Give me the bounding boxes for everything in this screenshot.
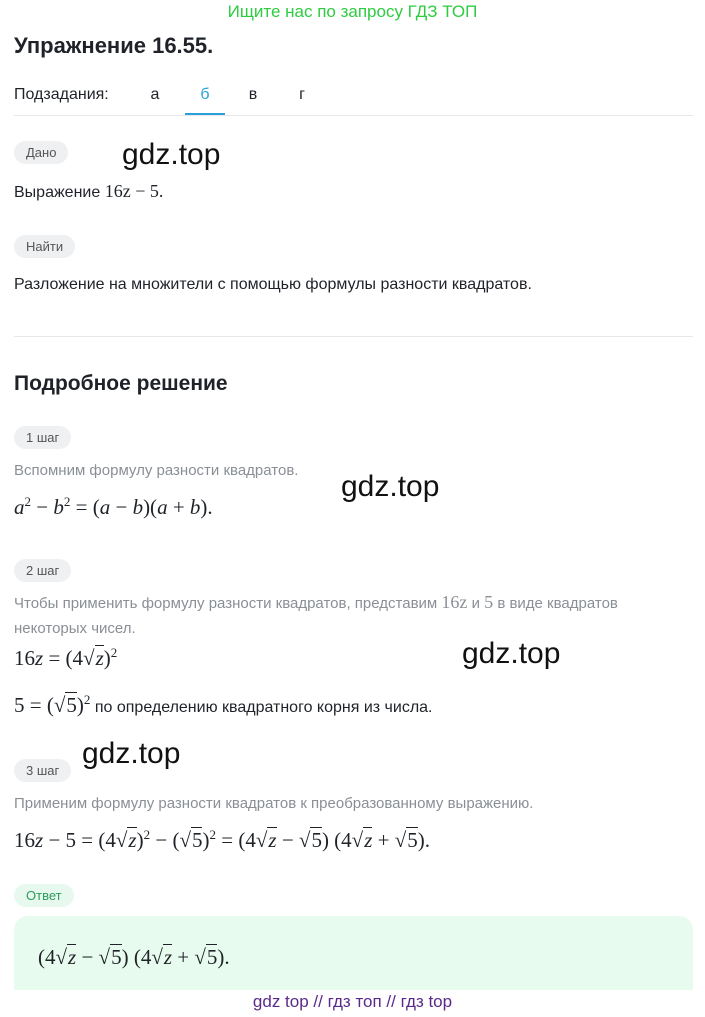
answer-formula: (4√z − √5) (4√z + √5). xyxy=(38,945,230,969)
step2-formula-2: $5 = (√5)^2$ по определению квадратного корня из числа. xyxy=(14,692,433,717)
step3-text: Применим формулу разности квадратов к преобразованному выражению. xyxy=(14,795,534,812)
step1-formula: $a^2 - b^2 = (a - b)(a + b)$. xyxy=(14,494,213,519)
subtasks-label: Подзадания: xyxy=(14,86,109,103)
tab-a[interactable]: а xyxy=(150,86,160,103)
watermark: gdz.top xyxy=(462,637,561,670)
solution-title: Подробное решение xyxy=(14,372,228,395)
answer-badge: Ответ xyxy=(14,884,74,907)
tabs-divider xyxy=(14,115,693,116)
watermark: gdz.top xyxy=(341,470,440,503)
step3-formula: $16z - 5 = (4√z)^2 - (√5)^2 = (4√z - √5) (4√z + √5)$. xyxy=(14,827,431,852)
step3-badge: 3 шаг xyxy=(14,759,71,782)
given-text: Выражение 16z − 5. xyxy=(14,181,164,201)
tab-v[interactable]: в xyxy=(248,86,258,103)
page-title: Упражнение 16.55. xyxy=(14,33,214,58)
step2-badge: 2 шаг xyxy=(14,559,71,582)
step2-formula-1: $16z = (4√z)^2$ xyxy=(14,645,118,670)
find-text: Разложение на множители с помощью формулы разности квадратов. xyxy=(14,276,532,293)
given-badge: Дано xyxy=(14,141,68,164)
step1-text: Вспомним формулу разности квадратов. xyxy=(14,462,299,479)
tab-b[interactable]: б xyxy=(200,86,210,103)
footer-links: gdz top // гдз топ // гдз top xyxy=(252,992,453,1011)
watermark: gdz.top xyxy=(122,138,221,171)
section-divider xyxy=(14,336,693,337)
top-banner: Ищите нас по запросу ГДЗ ТОП xyxy=(227,2,478,21)
find-badge: Найти xyxy=(14,235,75,258)
watermark: gdz.top xyxy=(82,737,181,770)
step2-text: Чтобы применить формулу разности квадратов, представим 16z и 5 в виде квадратов некоторых чисел. xyxy=(14,592,618,637)
step1-badge: 1 шаг xyxy=(14,426,71,449)
tab-g[interactable]: г xyxy=(299,86,305,103)
